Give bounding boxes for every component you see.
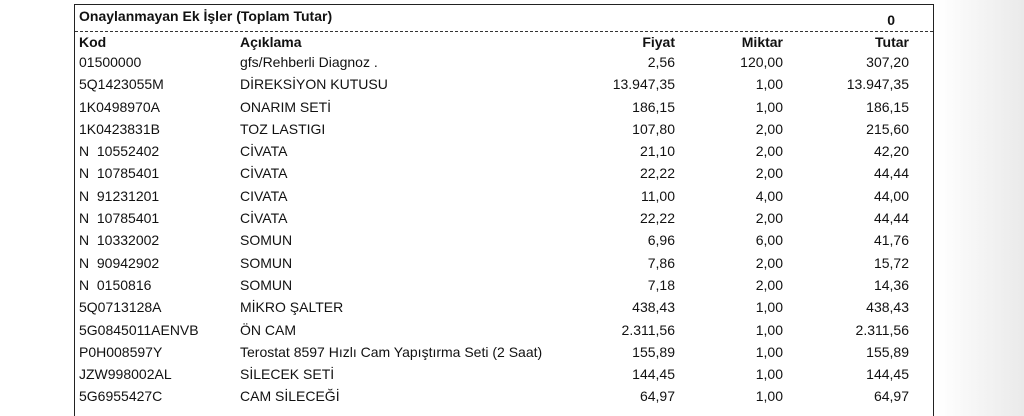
cell-tutar: 44,44 — [873, 165, 909, 182]
cell-fiyat: 144,45 — [632, 366, 675, 383]
cell-miktar: 2,00 — [755, 165, 783, 182]
cell-aciklama: ONARIM SETİ — [240, 98, 332, 115]
cell-aciklama: TOZ LASTIGI — [240, 120, 326, 137]
document-table — [74, 4, 934, 416]
cell-kod: 1K0498970A — [79, 98, 160, 115]
cell-kod: 5G6955427C — [79, 388, 163, 405]
cell-tutar: 144,45 — [866, 366, 909, 383]
table-row — [75, 208, 933, 230]
cell-aciklama: SİLECEK SETİ — [240, 366, 335, 383]
title-row — [75, 5, 933, 32]
cell-kod: 5Q1423055M — [79, 76, 164, 93]
cell-kod: 5G0845011AENVB — [79, 321, 199, 338]
cell-miktar: 1,00 — [755, 388, 783, 405]
cell-miktar: 2,00 — [755, 120, 783, 137]
table-row — [75, 253, 933, 275]
cell-aciklama: CIVATA — [240, 187, 288, 204]
cell-fiyat: 64,97 — [639, 388, 675, 405]
cell-tutar: 44,00 — [873, 187, 909, 204]
cell-kod: P0H008597Y — [79, 343, 163, 360]
cell-fiyat: 22,22 — [639, 165, 675, 182]
cell-tutar: 13.947,35 — [846, 76, 909, 93]
cell-aciklama: ÖN CAM — [240, 321, 296, 338]
cell-tutar: 155,89 — [866, 343, 909, 360]
cell-kod: N 10332002 — [79, 232, 160, 249]
header-kod: Kod — [79, 34, 107, 50]
cell-aciklama: SOMUN — [240, 276, 293, 293]
cell-fiyat: 11,00 — [641, 187, 675, 204]
cell-fiyat: 186,15 — [632, 98, 675, 115]
header-miktar: Miktar — [741, 34, 783, 50]
cell-tutar: 14,36 — [873, 276, 909, 293]
table-row — [75, 342, 933, 364]
section-title: Onaylanmayan Ek İşler (Toplam Tutar) — [79, 8, 333, 24]
cell-aciklama: CİVATA — [240, 165, 288, 182]
cell-aciklama: CİVATA — [240, 210, 288, 227]
table-row — [75, 52, 933, 74]
cell-fiyat: 438,43 — [632, 299, 675, 316]
cell-fiyat: 7,18 — [647, 276, 675, 293]
cell-aciklama: SOMUN — [240, 232, 293, 249]
header-aciklama: Açıklama — [240, 34, 302, 50]
cell-kod: N 10552402 — [79, 143, 160, 160]
table-row — [75, 186, 933, 208]
cell-fiyat: 7,86 — [647, 254, 675, 271]
cell-kod: 5Q0713128A — [79, 299, 162, 316]
cell-fiyat: 22,22 — [639, 210, 675, 227]
table-row — [75, 119, 933, 141]
cell-tutar: 64,97 — [873, 388, 909, 405]
cell-tutar: 438,43 — [866, 299, 909, 316]
cell-fiyat: 2.311,56 — [621, 321, 675, 338]
header-fiyat: Fiyat — [642, 34, 675, 50]
cell-miktar: 6,00 — [755, 232, 783, 249]
cell-kod: 01500000 — [79, 54, 142, 70]
table-row — [75, 320, 933, 342]
cell-fiyat: 2,56 — [647, 54, 675, 70]
cell-aciklama: gfs/Rehberli Diagnoz . — [240, 54, 378, 70]
cell-miktar: 1,00 — [755, 321, 783, 338]
cell-kod: N 90942902 — [79, 254, 160, 271]
cell-tutar: 41,76 — [873, 232, 909, 249]
cell-aciklama: CAM SİLECEĞİ — [240, 388, 340, 405]
cell-tutar: 307,20 — [866, 54, 909, 70]
cell-miktar: 1,00 — [755, 343, 783, 360]
section-total: 0 — [887, 12, 895, 28]
table-row — [75, 163, 933, 185]
cell-kod: JZW998002AL — [79, 366, 172, 383]
table-row — [75, 364, 933, 386]
cell-kod: N 10785401 — [79, 210, 160, 227]
table-row — [75, 275, 933, 297]
table-row — [75, 74, 933, 96]
cell-aciklama: SOMUN — [240, 254, 293, 271]
cell-kod: 1K0423831B — [79, 120, 160, 137]
background-shadow — [938, 0, 1024, 416]
cell-fiyat: 107,80 — [632, 120, 675, 137]
cell-miktar: 1,00 — [755, 366, 783, 383]
header-tutar: Tutar — [875, 34, 909, 50]
table-row — [75, 297, 933, 319]
cell-kod: N 0150816 — [79, 276, 152, 293]
cell-tutar: 215,60 — [866, 120, 909, 137]
cell-miktar: 120,00 — [740, 54, 783, 70]
cell-tutar: 42,20 — [873, 143, 909, 160]
cell-fiyat: 155,89 — [632, 343, 675, 360]
cell-tutar: 2.311,56 — [855, 321, 909, 338]
table-row — [75, 230, 933, 252]
cell-aciklama: CİVATA — [240, 143, 288, 160]
cell-miktar: 1,00 — [755, 76, 783, 93]
cell-fiyat: 13.947,35 — [612, 76, 675, 93]
cell-tutar: 44,44 — [873, 210, 909, 227]
cell-kod: N 10785401 — [79, 165, 160, 182]
table-body — [75, 52, 933, 409]
cell-miktar: 2,00 — [755, 143, 783, 160]
cell-kod: N 91231201 — [79, 187, 160, 204]
cell-miktar: 4,00 — [755, 187, 783, 204]
table-row — [75, 386, 933, 408]
table-header — [75, 32, 933, 52]
cell-tutar: 186,15 — [866, 98, 909, 115]
cell-miktar: 2,00 — [755, 276, 783, 293]
cell-miktar: 2,00 — [755, 210, 783, 227]
cell-aciklama: DİREKSİYON KUTUSU — [240, 76, 388, 93]
cell-miktar: 1,00 — [755, 98, 783, 115]
table-row — [75, 141, 933, 163]
cell-aciklama: Terostat 8597 Hızlı Cam Yapıştırma Seti (2 Saat) — [240, 343, 543, 360]
cell-fiyat: 6,96 — [647, 232, 675, 249]
cell-miktar: 2,00 — [755, 254, 783, 271]
cell-tutar: 15,72 — [873, 254, 909, 271]
cell-miktar: 1,00 — [755, 299, 783, 316]
cell-aciklama: MİKRO ŞALTER — [240, 299, 344, 316]
table-row — [75, 97, 933, 119]
cell-fiyat: 21,10 — [639, 143, 675, 160]
